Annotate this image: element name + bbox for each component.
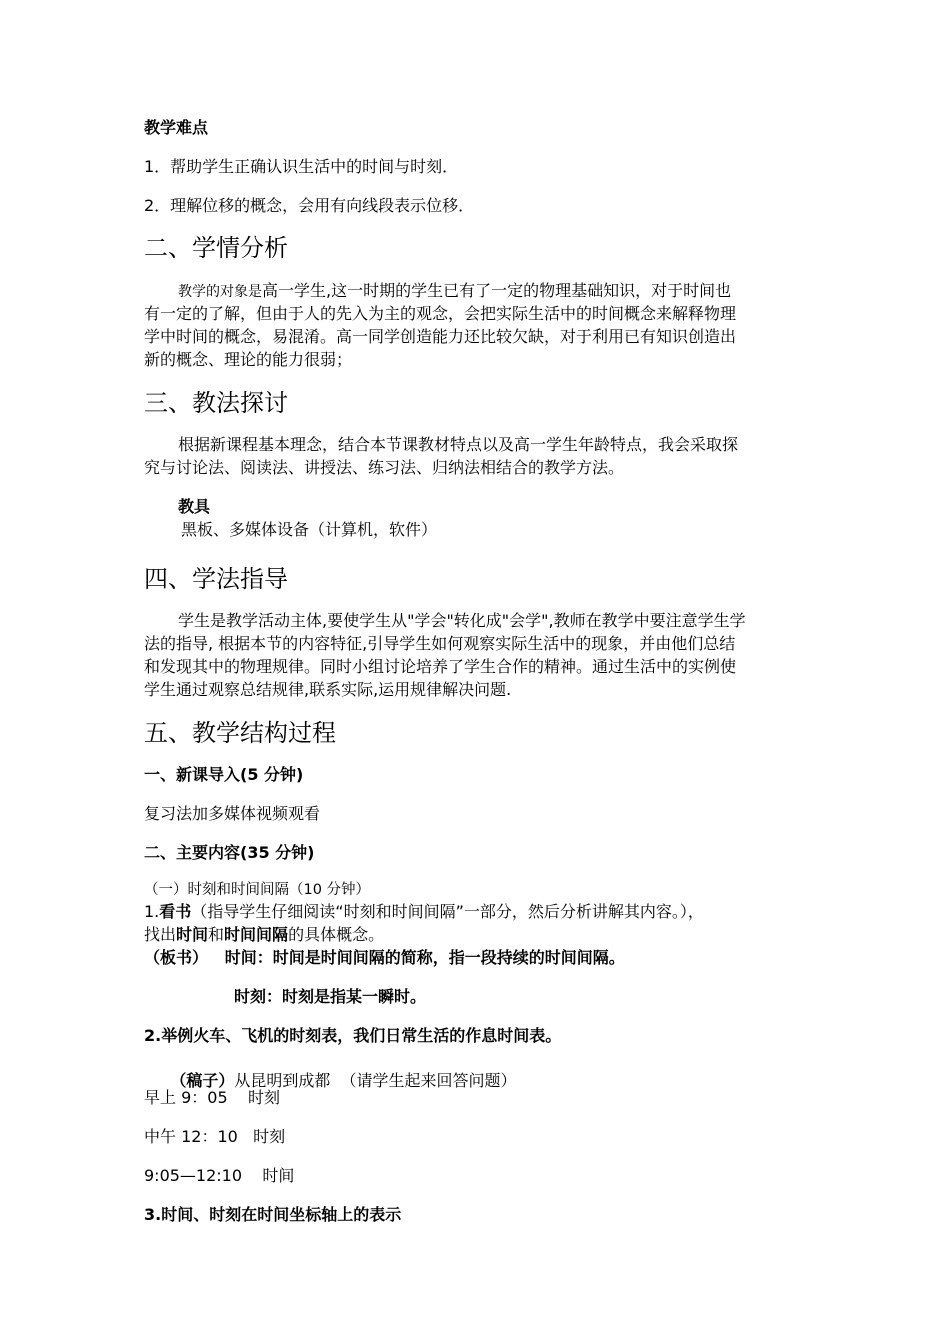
section4-line-1: 学生是教学活动主体,要使学生从"学会"转化成"会学",教师在教学中要注意学生学 — [178, 611, 746, 630]
section4-line-3: 和发现其中的物理规律。同时小组讨论培养了学生合作的精神。通过生活中的实例使 — [144, 657, 737, 676]
tools-list: 黑板、多媒体设备（计算机，软件） — [181, 520, 438, 539]
difficulty-item-2: 2．理解位移的概念，会用有向线段表示位移． — [144, 196, 475, 215]
board-note-2: 时刻：时刻是指某一瞬时。 — [234, 987, 427, 1006]
section-heading-2: 二、学情分析 — [144, 234, 288, 262]
draft-text: 从昆明到成都 （请学生起来回答问题） — [234, 1071, 517, 1090]
part1-text: 复习法加多媒体视频观看 — [144, 804, 321, 823]
part1-heading: 一、新课导入(5 分钟) — [144, 765, 304, 784]
section2-line-1-rest: 高一学生,这一时期的学生已有了一定的物理基础知识，对于时间也 — [262, 281, 732, 300]
section2-lead: 教学的对象是 — [178, 284, 262, 300]
section2-line-2: 有一定的了解，但由于人的先入为主的观念，会把实际生活中的时间概念来解释物理 — [144, 304, 737, 323]
step1-text: （指导学生仔细阅读“时刻和时间间隔”一部分，然后分析讲解其内容。）， — [191, 902, 704, 921]
step1-line2-post: 的具体概念。 — [288, 925, 385, 944]
section-heading-4: 四、学法指导 — [144, 565, 288, 593]
tools-heading: 教具 — [178, 497, 211, 516]
section2-line-3: 学中时间的概念，易混淆。高一同学创造能力还比较欠缺，对于利用已有知识创造出 — [144, 327, 737, 346]
step1-number: 1. — [144, 902, 160, 921]
section-heading-5: 五、教学结构过程 — [144, 719, 336, 747]
step2-heading: 2.举例火车、飞机的时刻表，我们日常生活的作息时间表。 — [144, 1026, 562, 1045]
step1-line2-pre: 找出 — [144, 925, 177, 944]
step3-heading: 3.时间、时刻在时间坐标轴上的表示 — [144, 1205, 402, 1224]
example-interval: 9:05—12:10 时间 — [144, 1166, 295, 1185]
section3-line-1: 根据新课程基本理念，结合本节课教材特点以及高一学生年龄特点，我会采取探 — [178, 435, 739, 454]
section3-line-2: 究与讨论法、阅读法、讲授法、练习法、归纳法相结合的教学方法。 — [144, 458, 625, 477]
draft-label: （稿子） — [170, 1071, 235, 1090]
step1-term-time: 时间 — [176, 925, 209, 944]
part2-heading: 二、主要内容(35 分钟) — [144, 843, 315, 862]
subsection-1-title: （一）时刻和时间间隔（10 分钟） — [144, 882, 371, 898]
difficulties-heading: 教学难点 — [144, 118, 209, 137]
section2-line-4: 新的概念、理论的能力很弱； — [144, 350, 353, 369]
step1-term-interval: 时间间隔 — [224, 925, 289, 944]
step1-line-2 — [144, 924, 384, 946]
step1-line-1 — [144, 901, 704, 923]
section4-line-4: 学生通过观察总结规律,联系实际,运用规律解决问题. — [144, 680, 512, 699]
section4-line-2: 法的指导, 根据本节的内容特征,引导学生如何观察实际生活中的现象，并由他们总结 — [144, 634, 736, 653]
example-noon: 中午 12：10 时刻 — [144, 1127, 286, 1146]
example-morning: 早上 9：05 时刻 — [144, 1088, 280, 1107]
section-heading-3: 三、教法探讨 — [144, 389, 288, 417]
section2-line-1 — [178, 280, 731, 303]
step1-bold: 看书 — [159, 902, 192, 921]
difficulty-item-1: 1．帮助学生正确认识生活中的时间与时刻． — [144, 157, 459, 176]
board-note-1: （板书） 时间：时间是时间间隔的简称，指一段持续的时间间隔。 — [144, 948, 625, 967]
step1-line2-mid: 和 — [208, 925, 225, 944]
